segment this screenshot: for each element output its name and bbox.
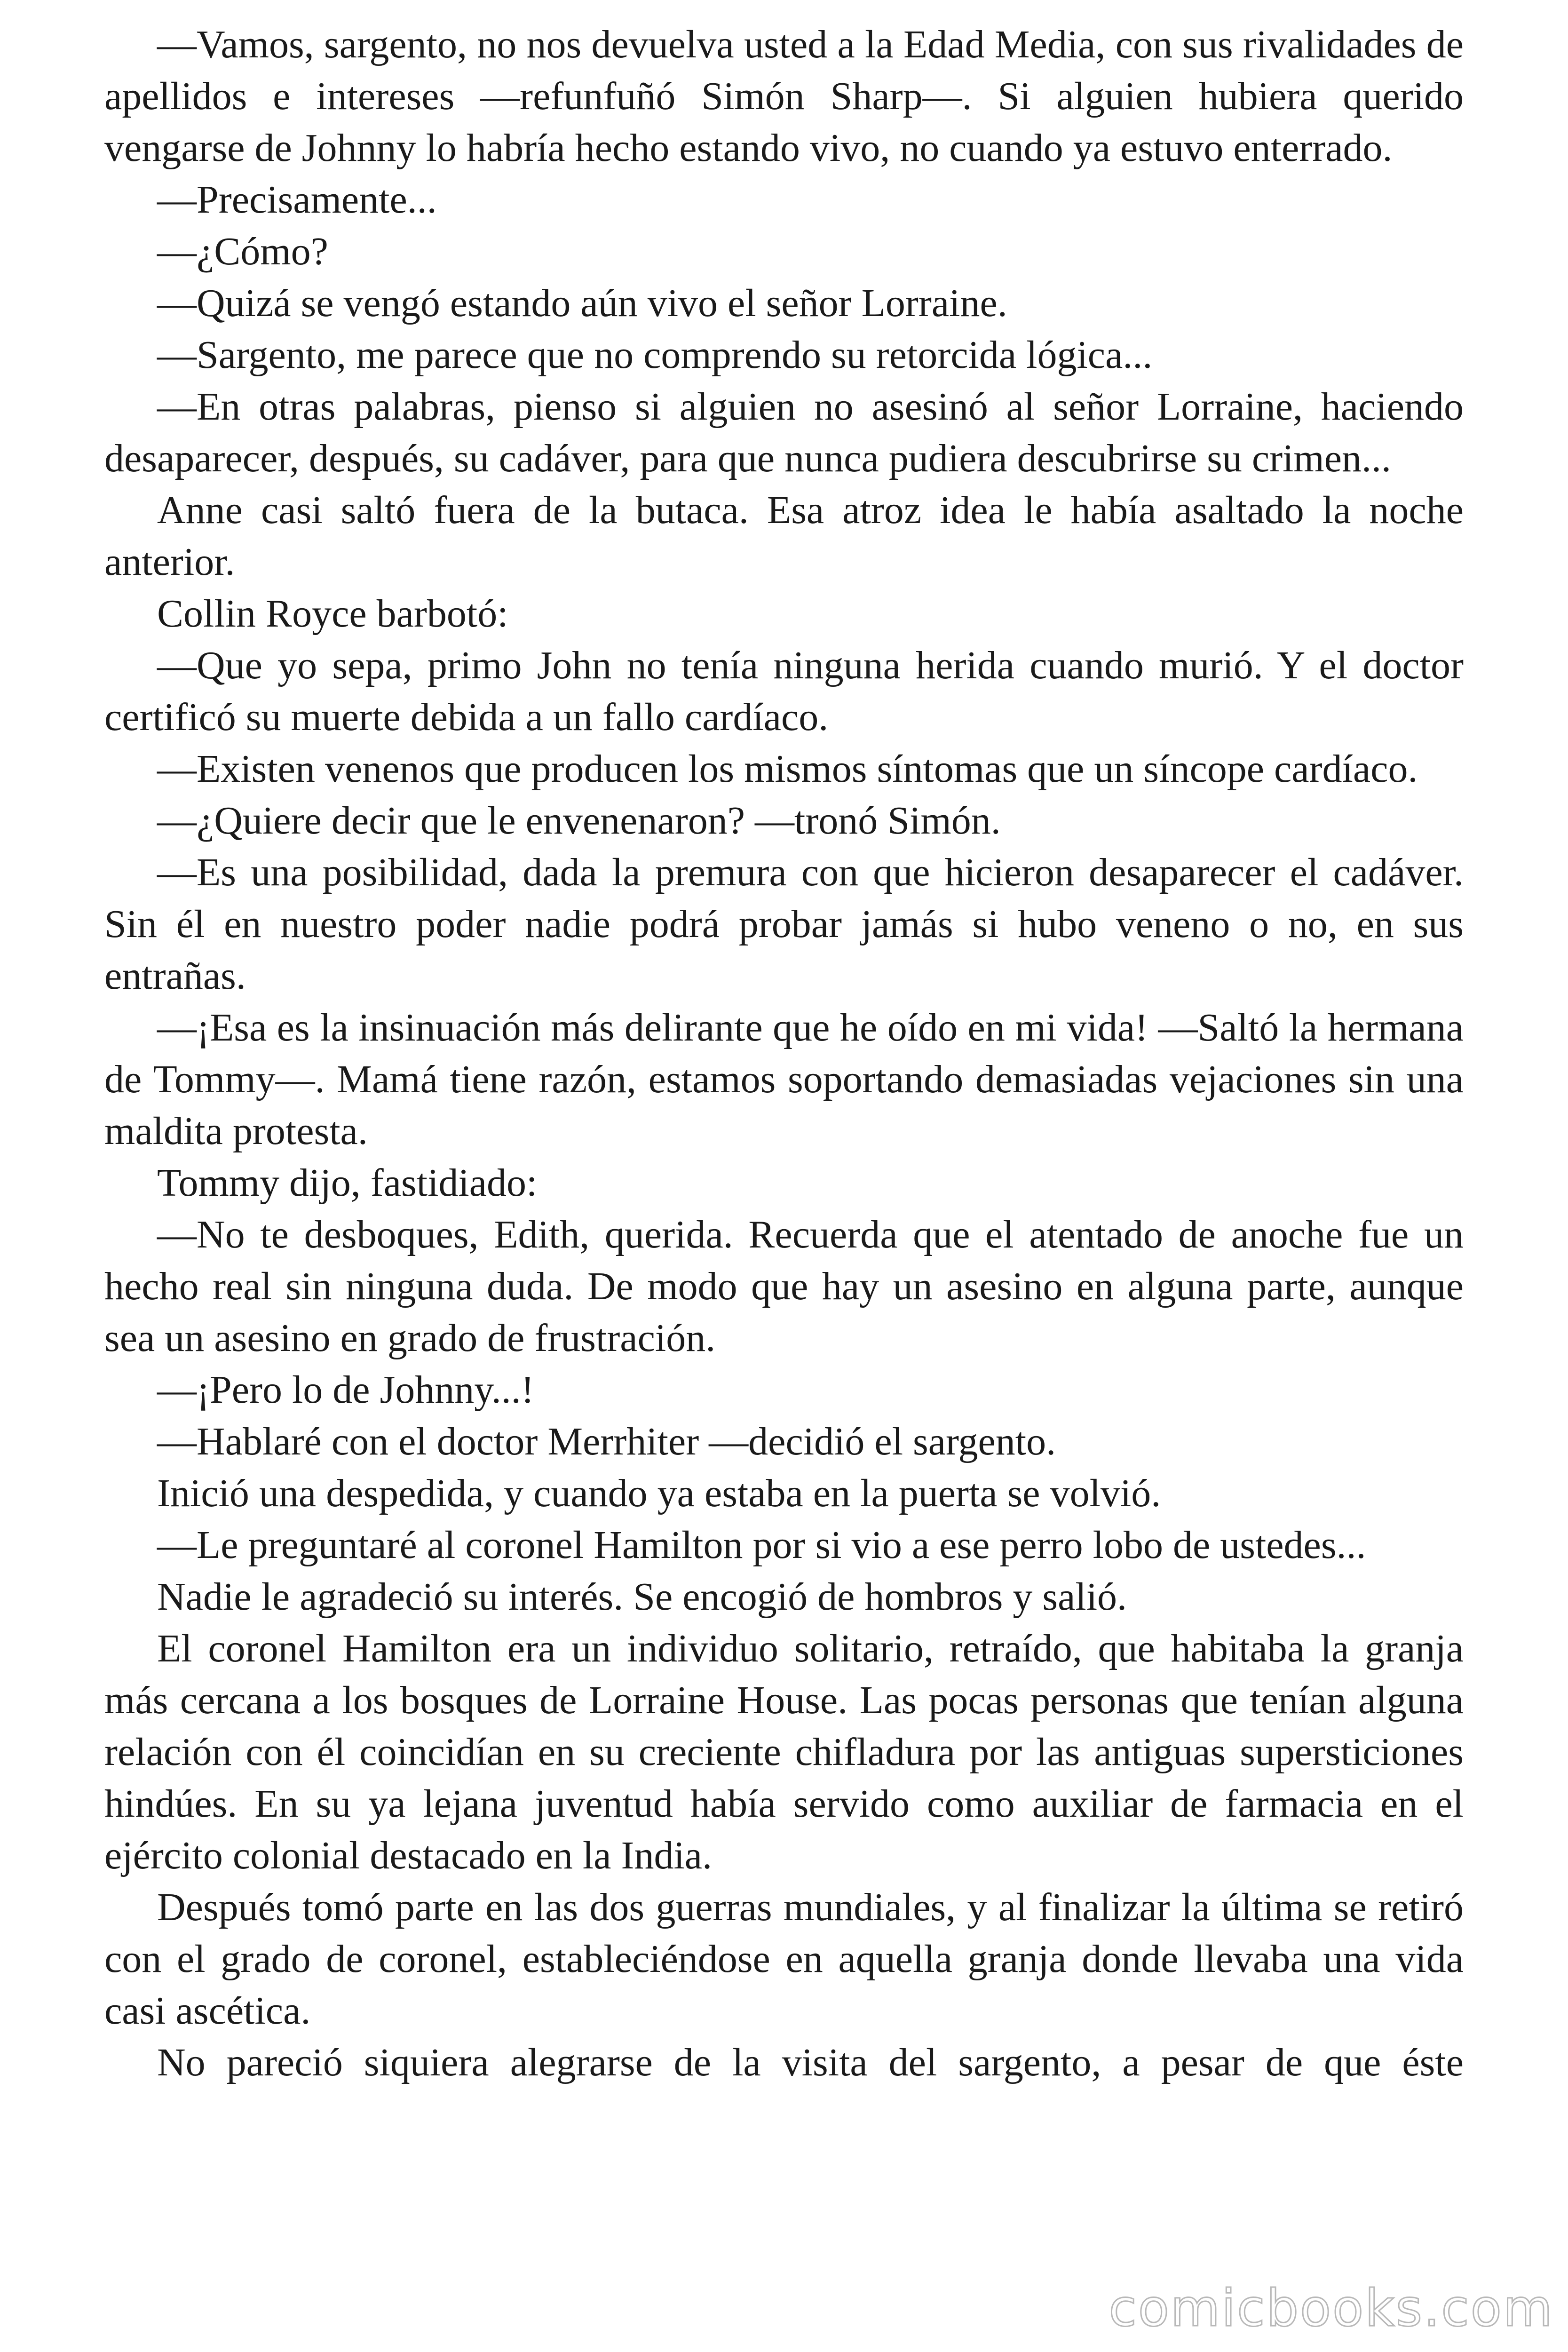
paragraph: —¡Esa es la insinuación más delirante que he oído en mi vida! —Saltó la hermana de Tommy—. Mamá tiene razón, estamos soportando demasiadas vejaciones sin una maldita protesta.	[104, 1006, 1464, 1153]
paragraph: —Precisamente...	[157, 178, 437, 222]
paragraph: —Hablaré con el doctor Merrhiter —decidió el sargento.	[157, 1420, 1056, 1463]
paragraph: Anne casi saltó fuera de la butaca. Esa atroz idea le había asaltado la noche anterior.	[104, 488, 1464, 584]
paragraph: —Existen venenos que producen los mismos síntomas que un síncope cardíaco.	[157, 747, 1418, 791]
paragraph: Nadie le agradeció su interés. Se encogió de hombros y salió.	[157, 1575, 1127, 1619]
paragraph: —Que yo sepa, primo John no tenía ninguna herida cuando murió. Y el doctor certificó su muerte debida a un fallo cardíaco.	[104, 644, 1464, 739]
paragraph: —Sargento, me parece que no comprendo su retorcida lógica...	[157, 333, 1153, 377]
paragraph: —Vamos, sargento, no nos devuelva usted a la Edad Media, con sus rivalidades de apellidos e intereses —refunfuñó Simón Sharp—. Si alguien hubiera querido vengarse de Johnny lo habría hecho estando vivo, no cuando ya estuvo enterrado.	[104, 23, 1464, 170]
paragraph: El coronel Hamilton era un individuo solitario, retraído, que habitaba la granja más cercana a los bosques de Lorraine House. Las pocas personas que tenían alguna relación con él coincidían en su creciente chifladura por las antiguas supersticiones hindúes. En su ya lejana juventud había servido como auxiliar de farmacia en el ejército colonial destacado en la India.	[104, 1627, 1464, 1877]
paragraph: Después tomó parte en las dos guerras mundiales, y al finalizar la última se retiró con el grado de coronel, estableciéndose en aquella granja donde llevaba una vida casi ascética.	[104, 1885, 1464, 2033]
paragraph: Collin Royce barbotó:	[157, 592, 508, 636]
paragraph: —Le preguntaré al coronel Hamilton por si vio a ese perro lobo de ustedes...	[157, 1523, 1366, 1567]
watermark: comicbooks.com	[1109, 2279, 1554, 2338]
paragraph: —Quizá se vengó estando aún vivo el señor Lorraine.	[157, 281, 1007, 325]
paragraph: —En otras palabras, pienso si alguien no asesinó al señor Lorraine, haciendo desaparecer, después, su cadáver, para que nunca pudiera descubrirse su crimen...	[104, 385, 1464, 480]
paragraph: —¡Pero lo de Johnny...!	[157, 1368, 534, 1412]
paragraph: —Es una posibilidad, dada la premura con que hicieron desaparecer el cadáver. Sin él en nuestro poder nadie podrá probar jamás si hubo veneno o no, en sus entrañas.	[104, 850, 1464, 998]
paragraph: Inició una despedida, y cuando ya estaba en la puerta se volvió.	[157, 1471, 1161, 1515]
paragraph: —¿Cómo?	[157, 230, 328, 273]
book-page-text	[104, 19, 1464, 2089]
paragraph-continued: No pareció siquiera alegrarse de la visita del sargento, a pesar de que éste	[157, 2041, 1464, 2084]
paragraph: —No te desboques, Edith, querida. Recuerda que el atentado de anoche fue un hecho real sin ninguna duda. De modo que hay un asesino en alguna parte, aunque sea un asesino en grado de frustración.	[104, 1213, 1464, 1360]
paragraph: Tommy dijo, fastidiado:	[157, 1161, 538, 1205]
paragraph: —¿Quiere decir que le envenenaron? —tronó Simón.	[157, 799, 1001, 842]
